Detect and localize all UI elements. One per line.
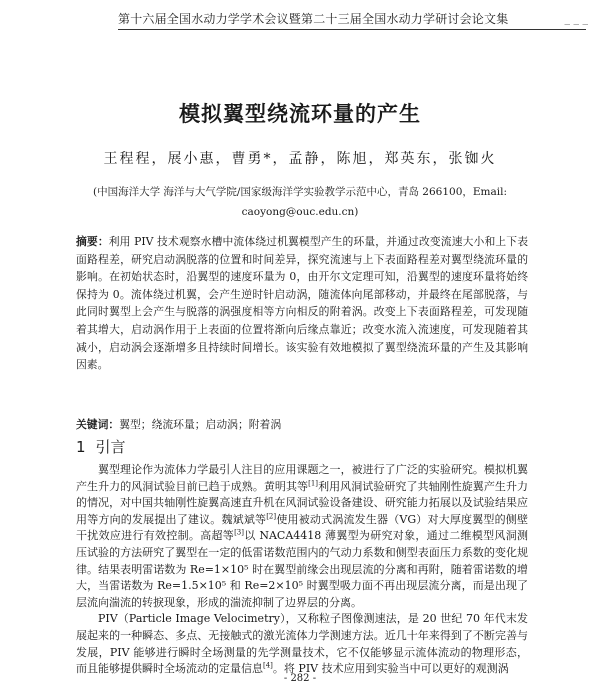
paragraph-text: 利用风洞试验研究了共轴刚性旋翼产生升力的情况，对中国共轴刚性旋翼高速直升机在风洞试验设备建设、研究能力拓展以及试验结果应用等方向的发展提出了建议。魏斌斌等	[76, 479, 529, 526]
paper-title: 模拟翼型绕流环量的产生	[179, 102, 421, 126]
author-list: 王程程，展小惠，曹勇*，孟静，陈旭，郑英东，张铷火	[103, 151, 497, 167]
header-rule	[118, 29, 586, 30]
paragraph	[76, 462, 528, 611]
keywords	[76, 417, 528, 432]
keywords-text: 翼型；绕流环量；启动涡；附着涡	[119, 418, 282, 431]
abstract-label: 摘要：	[76, 235, 109, 248]
page-number: - 282 -	[283, 673, 317, 684]
section-heading	[76, 436, 126, 457]
section-title: 引言	[95, 438, 126, 456]
citation: [2]	[266, 512, 277, 521]
keywords-label: 关键词：	[76, 418, 120, 431]
abstract	[76, 233, 528, 374]
paragraph-text: 。将 PIV 技术应用到实验当中可以更好的观测涡	[272, 662, 509, 676]
paragraph-text: 以 NACA4418 薄翼型为研究对象，通过二维模型风洞测压试验的方法研究了翼型在一定的低雷诺数范围内的气动力系数和侧型表面压力系数的变化规律。结果表明雷诺数为 Re=1×10⁵ 时在翼型前缘会出现层流的分离和再附，随着雷诺数的增大，当雷诺数为 Re=1.5×10⁵ 和 Re=2×10⁵ 时翼型吸力面不再出现层流分离，而是出现了层流向湍流的转捩现象，形成的湍流抑制了边界层的分离。	[76, 529, 528, 609]
running-header	[0, 8, 600, 32]
running-header-text: 第十六届全国水动力学学术会议暨第二十三届全国水动力学研讨会论文集	[118, 12, 509, 26]
paragraph	[76, 611, 528, 677]
citation: [4]	[263, 661, 273, 670]
affiliation-line-1: (中国海洋大学 海洋与大气学院/国家级海洋学实验教学示范中心，青岛 266100，Email:	[92, 186, 508, 198]
running-header-trailing: _ _ _	[564, 12, 588, 25]
section-number: 1	[76, 438, 86, 456]
paragraph-text: 翼型理论作为流体力学最引人注目的应用课题之一，被进行了广泛的实验研究。模拟机翼产生升力的风洞试验目前已趋于成熟。黄明其等	[76, 463, 528, 493]
affiliation-line-2: caoyong@ouc.edu.cn)	[241, 206, 359, 218]
affiliation	[60, 182, 540, 222]
abstract-text: 利用 PIV 技术观察水槽中流体绕过机翼模型产生的环量，并通过改变流速大小和上下表面路程差，研究启动涡脱落的位置和时间差异，探究流速与上下表面路程差对翼型绕流环量的影响。在初始状态时，沿翼型的速度环量为 0，由开尔文定理可知，沿翼型的速度环量将始终保持为 0。流体绕过机翼，会产生逆时针启动涡，随流体向尾部移动，并最终在尾部脱落，与此同时翼型上会产生与脱落的涡强度相等方向相反的附着涡。改变上下表面路程差，可发现随着其增大，启动涡作用于上表面的位置将渐向后缘点靠近；改变水流入流速度，可发现随着其减小，启动涡会逐渐增多且持续时间增长。该实验有效地模拟了翼型绕流环量的产生及其影响因素。	[76, 235, 528, 372]
paragraph-text: PIV（Particle Image Velocimetry），又称粒子图像测速法，是 20 世纪 70 年代末发展起来的一种瞬态、多点、无接触式的激光流体力学测速方法。近几十年来得到了不断完善与发展，PIV 能够进行瞬时全场测量的先学测量技术，它不仅能够显示流体流动的物理形态，而且能够提供瞬时全场流动的定量信息	[76, 612, 528, 676]
paragraph-text: 使用被动式涡流发生器（VG）对大厚度翼型的侧壁干扰效应进行有效控制。高超等	[76, 512, 528, 543]
citation: [1]	[308, 478, 319, 487]
body-text	[76, 462, 528, 678]
citation: [3]	[234, 528, 244, 537]
